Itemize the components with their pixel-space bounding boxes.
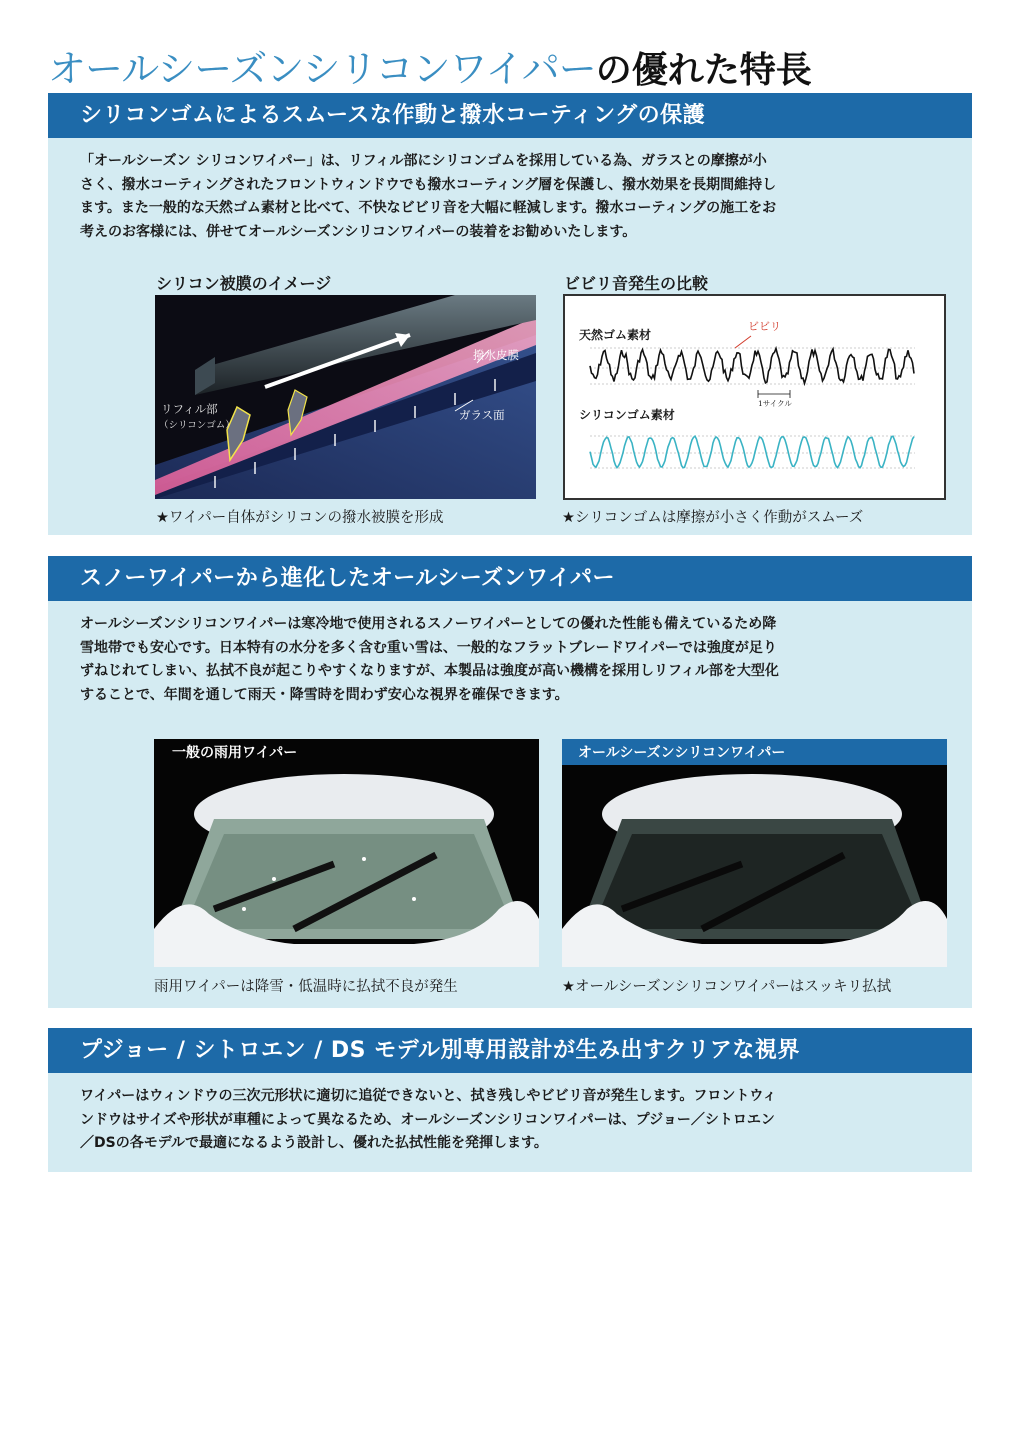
label-refill-sub: （シリコンゴム） (159, 420, 235, 431)
section-paragraph: ワイパーはウィンドウの三次元形状に適切に追従できないと、拭き残しやビビリ音が発生します。フロントウィンドウはサイズや形状が車種によって異なるため、オールシーズンシリコンワイパーは、プジョー／シトロエン／DSの各モデルで最適になるよう設計し、優れた払拭性能を発揮します。 (80, 1088, 777, 1151)
label-glass-surface: ガラス面 (459, 408, 505, 422)
page-title (48, 38, 812, 93)
figure-title: シリコン被膜のイメージ (156, 274, 332, 293)
photo-tag: オールシーズンシリコンワイパー (562, 739, 947, 765)
snowy-car-all-season-wiper (562, 739, 947, 967)
label-chatter: ビビリ (748, 320, 781, 333)
label-silicone-rubber: シリコンゴム素材 (579, 408, 675, 422)
snowy-car-rain-wiper (154, 739, 539, 967)
figure-caption: ★ワイパー自体がシリコンの撥水被膜を形成 (156, 510, 444, 526)
silicone-film-illustration (155, 295, 536, 499)
page-title-accent: オールシーズンシリコンワイパー (48, 47, 596, 91)
silicone-rubber-wave (590, 436, 914, 468)
section-snow-wiper (48, 556, 972, 1008)
figure-caption: ★シリコンゴムは摩擦が小さく作動がスムーズ (562, 510, 864, 526)
section-heading: スノーワイパーから進化したオールシーズンワイパー (48, 556, 972, 601)
chatter-comparison-graph (563, 294, 946, 500)
label-natural-rubber: 天然ゴム素材 (579, 328, 652, 342)
section-model-specific-design (48, 1028, 972, 1172)
natural-rubber-wave (590, 349, 914, 384)
section-paragraph: 「オールシーズン シリコンワイパー」は、リフィル部にシリコンゴムを採用している為、ガラスとの摩擦が小さく、撥水コーティングされたフロントウィンドウでも撥水コーティング層を保護し、撥水効果を長期間維持します。また一般的な天然ゴム素材と比べて、不快なビビリ音を大幅に軽減します。撥水コーティングの施工をお考えのお客様には、併せてオールシーズンシリコンワイパーの装着をお勧めいたします。 (80, 153, 777, 240)
section-silicone-protection (48, 93, 972, 535)
photo-caption: ★オールシーズンシリコンワイパーはスッキリ払拭 (562, 979, 892, 995)
photo-caption: 雨用ワイパーは降雪・低温時に払拭不良が発生 (154, 979, 458, 995)
label-refill: リフィル部 (161, 402, 218, 416)
photo-all-season-wiper (562, 739, 947, 967)
silicone-film-graphic (155, 295, 536, 499)
photo-tag: 一般の雨用ワイパー (160, 739, 309, 765)
figure-title: ビビリ音発生の比較 (564, 274, 709, 293)
photo-rain-wiper (154, 739, 539, 967)
page-title-plain: の優れた特長 (595, 49, 812, 91)
label-water-film: 撥水皮膜 (473, 348, 519, 362)
section-heading: プジョー / シトロエン / DS モデル別専用設計が生み出すクリアな視界 (48, 1028, 972, 1073)
label-one-cycle: 1サイクル (758, 399, 792, 408)
section-paragraph: オールシーズンシリコンワイパーは寒冷地で使用されるスノーワイパーとしての優れた性能も備えているため降雪地帯でも安心です。日本特有の水分を多く含む重い雪は、一般的なフラットブレードワイパーでは強度が足りずねじれてしまい、払拭不良が起こりやすくなりますが、本製品は強度が高い機構を採用しリフィル部を大型化することで、年間を通して雨天・降雪時を問わず安心な視界を確保できます。 (80, 616, 779, 703)
section-heading: シリコンゴムによるスムースな作動と撥水コーティングの保護 (48, 93, 972, 138)
